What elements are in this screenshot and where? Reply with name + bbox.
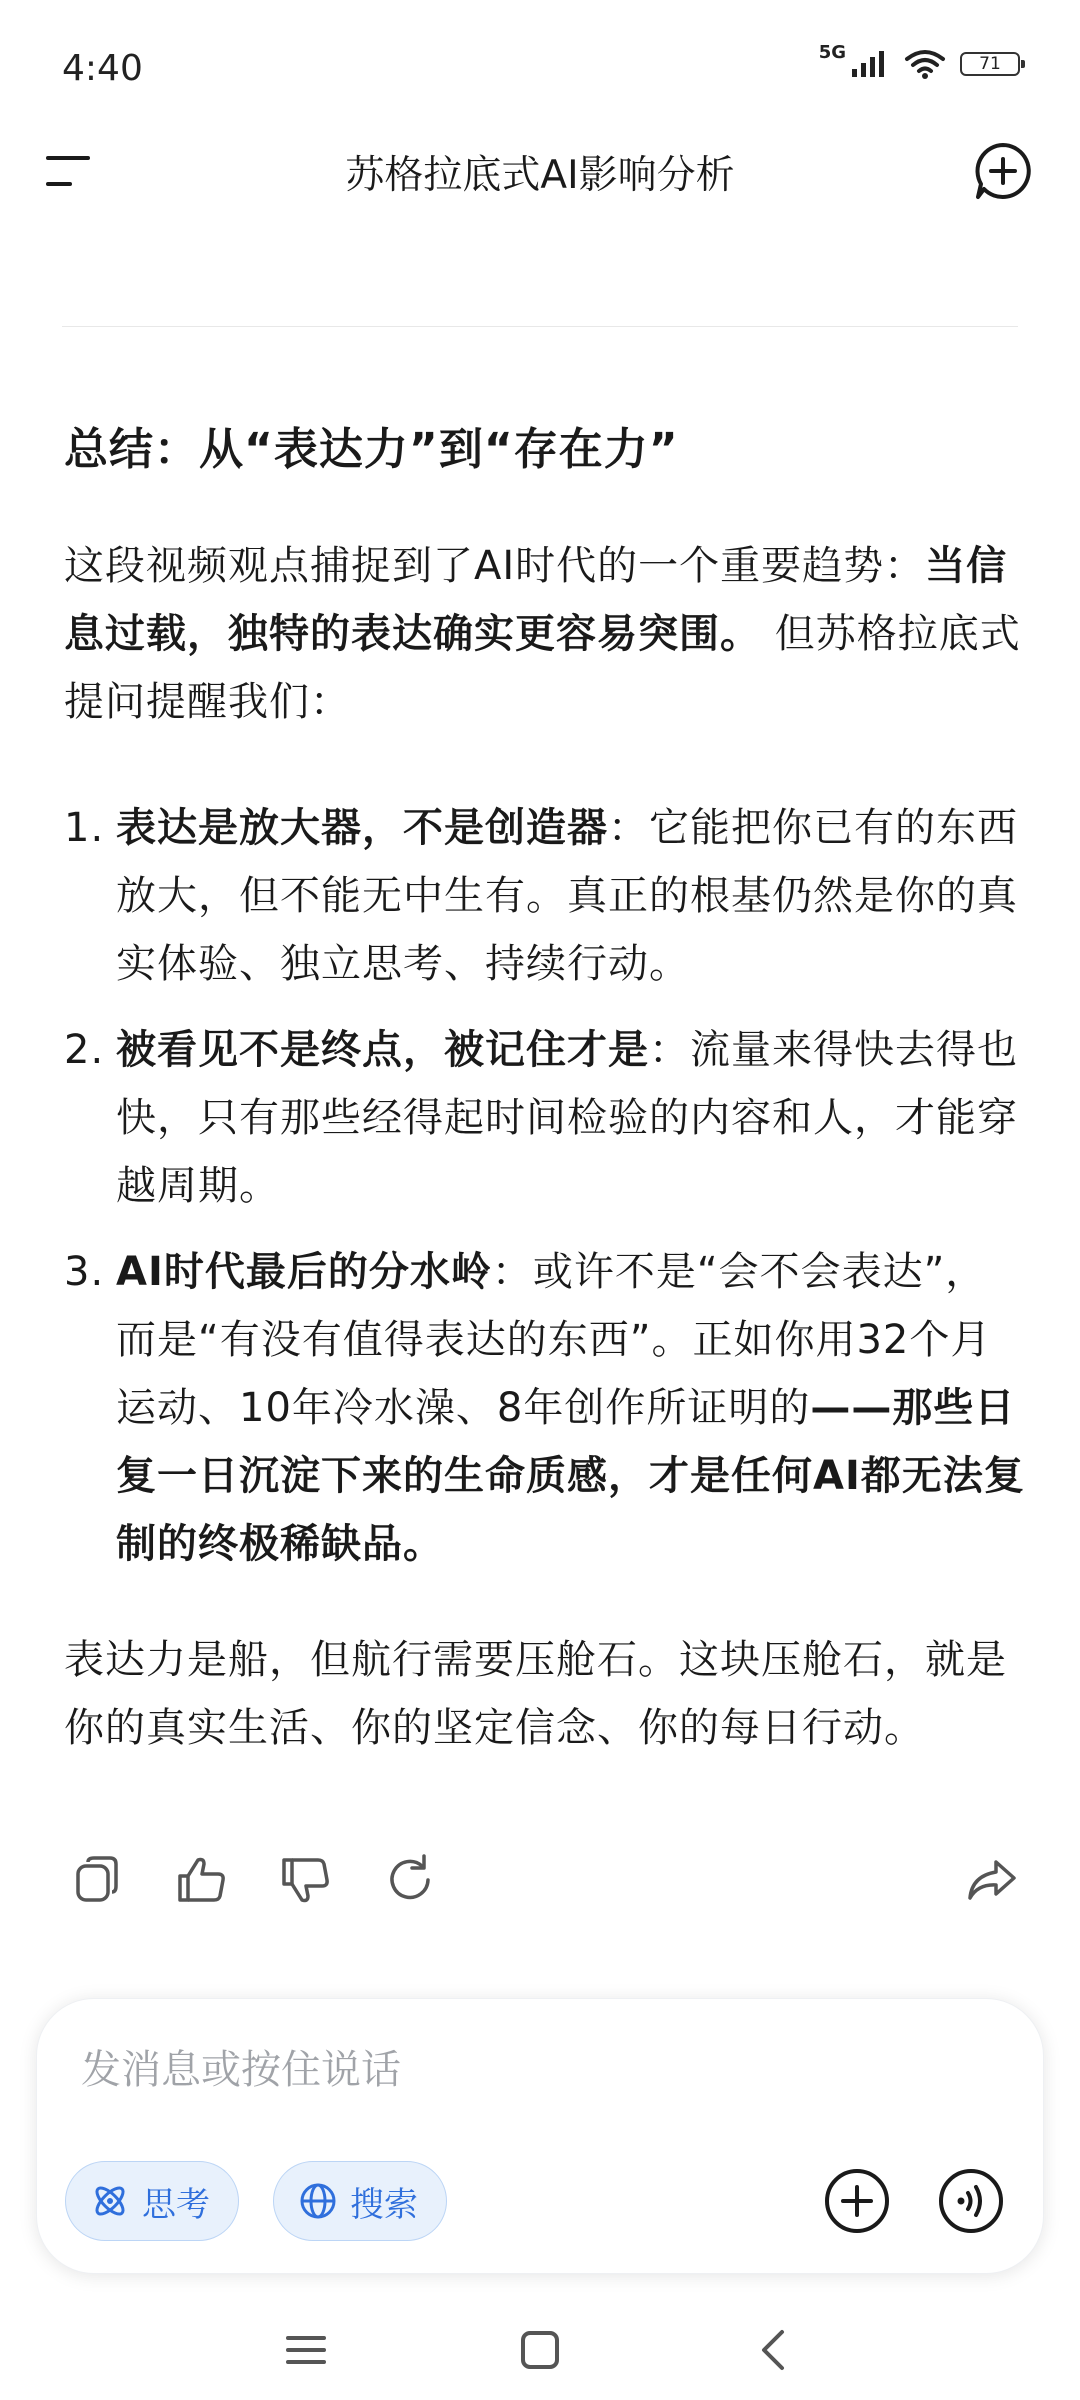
battery-level: 71 [979,54,1001,74]
thumbs-down-icon [278,1852,334,1908]
message-actions [64,1848,1024,1912]
like-button[interactable] [174,1852,230,1908]
point-text: ：流量来得快去得也快，只有那些经得起时间检验的内容和人，才能穿越周期。 [116,1027,1018,1209]
list-item [64,794,1026,998]
page-title: 苏格拉底式AI影响分析 [345,153,735,198]
list-item [64,1016,1026,1220]
new-chat-button[interactable] [972,140,1034,202]
message-composer [36,1998,1044,2274]
regenerate-icon [382,1852,438,1908]
plus-circle-icon [823,2167,891,2235]
voice-icon [937,2167,1005,2235]
intro-tail: 但苏格拉底式提问提醒我们： [64,611,1021,725]
nav-back-button[interactable] [748,2324,800,2376]
regenerate-button[interactable] [382,1852,438,1908]
system-nav-bar [0,2300,1080,2400]
battery-indicator [960,52,1020,76]
point-text: ：或许不是“会不会表达”，而是“有没有值得表达的东西”。正如你用32个月运动、10年冷水澡、8年创作所证明的 [116,1249,992,1431]
points-list [64,794,1026,1578]
voice-button[interactable] [937,2167,1005,2235]
assistant-message [64,420,1026,1762]
point-bold-tail: ——那些日复一日沉淀下来的生命质感，才是任何AI都无法复制的终极稀缺品。 [116,1385,1025,1567]
copy-icon [70,1852,126,1908]
point-heading: 表达是放大器，不是创造器 [116,805,608,851]
list-number: 1. [64,805,105,851]
atom-icon [90,2181,130,2221]
divider [62,326,1018,327]
intro-paragraph [64,532,1026,736]
back-chevron-icon [748,2324,800,2376]
copy-button[interactable] [70,1852,126,1908]
search-toggle[interactable] [273,2161,447,2241]
status-bar [0,0,1080,120]
attach-button[interactable] [823,2167,891,2235]
closing-paragraph: 表达力是船，但航行需要压舱石。这块压舱石，就是你的真实生活、你的坚定信念、你的每日行动。 [64,1637,1007,1751]
app-header [0,120,1080,220]
network-type: 5G [818,41,846,63]
intro-text: 这段视频观点捕捉到了AI时代的一个重要趋势： [64,543,926,589]
share-icon [964,1852,1020,1908]
think-label: 思考 [142,2184,210,2225]
list-number: 3. [64,1249,105,1295]
status-time: 4:40 [62,48,143,89]
message-input[interactable] [79,2037,843,2103]
status-icons [818,41,1020,80]
search-label: 搜索 [350,2184,418,2225]
point-text: ：它能把你已有的东西放大，但不能无中生有。真正的根基仍然是你的真实体验、独立思考、持续行动。 [116,805,1018,987]
nav-recents-button[interactable] [280,2324,332,2376]
point-heading: 被看见不是终点，被记住才是 [116,1027,649,1073]
summary-heading: 总结：从“表达力”到“存在力” [64,424,679,475]
nav-home-button[interactable] [514,2324,566,2376]
home-square-icon [514,2324,566,2376]
thumbs-up-icon [174,1852,230,1908]
point-heading: AI时代最后的分水岭 [116,1249,492,1295]
globe-icon [298,2181,338,2221]
new-chat-icon [972,140,1034,202]
think-toggle[interactable] [65,2161,239,2241]
list-number: 2. [64,1027,105,1073]
menu-lines-icon [280,2324,332,2376]
share-button[interactable] [964,1852,1020,1908]
list-item [64,1238,1026,1578]
intro-bold: 当信息过载，独特的表达确实更容易突围。 [64,543,1008,657]
signal-icon [850,49,890,79]
dislike-button[interactable] [278,1852,334,1908]
wifi-icon [904,48,946,80]
